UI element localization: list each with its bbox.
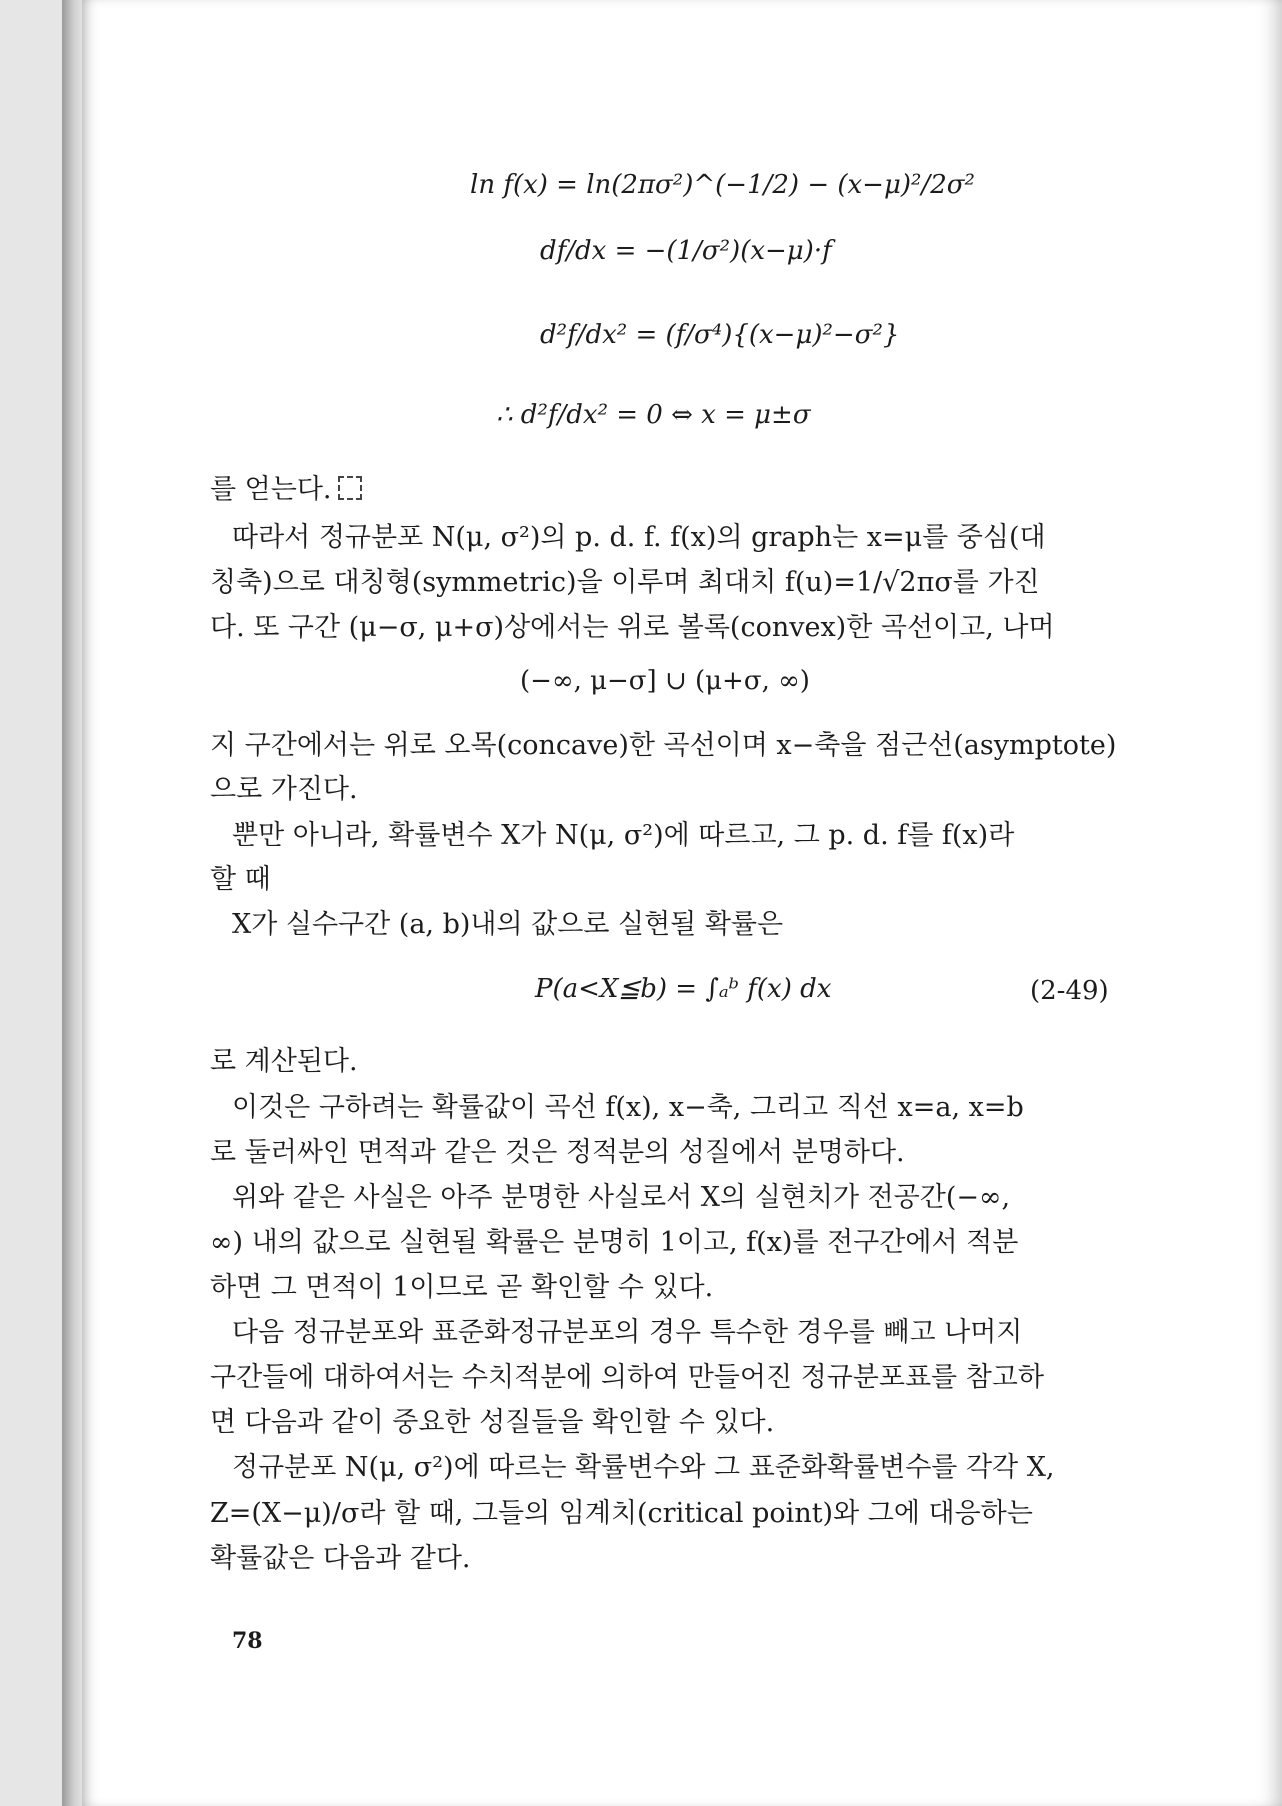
text-line: 할 때 <box>210 864 271 895</box>
text-line: 하면 그 면적이 1이므로 곧 확인할 수 있다. <box>210 1272 714 1303</box>
book-page <box>82 0 1282 1806</box>
text-line: 지 구간에서는 위로 오목(concave)한 곡선이며 x−축을 점근선(asymptote) <box>210 730 1117 761</box>
text-line: 칭축)으로 대칭형(symmetric)을 이루며 최대치 f(u)=1/√2πσ를 가진 <box>210 567 1040 598</box>
text-line: 따라서 정규분포 N(μ, σ²)의 p. d. f. f(x)의 graph는 x=μ를 중심(대 <box>232 522 1046 553</box>
equation-first-derivative: df/dx = −(1/σ²)(x−μ)·f <box>540 236 832 266</box>
equation-number: (2-49) <box>1030 976 1109 1006</box>
text-line: 정규분포 N(μ, σ²)에 따르는 확률변수와 그 표준화확률변수를 각각 X, <box>232 1452 1055 1483</box>
text-line: 위와 같은 사실은 아주 분명한 사실로서 X의 실현치가 전공간(−∞, <box>232 1182 1011 1213</box>
text-line: Z=(X−μ)/σ라 할 때, 그들의 임계치(critical point)와 그에 대응하는 <box>210 1498 1033 1529</box>
qed-box-icon <box>338 476 362 500</box>
text-line: X가 실수구간 (a, b)내의 값으로 실현될 확률은 <box>232 909 784 940</box>
text-line: 로 둘러싸인 면적과 같은 것은 정적분의 성질에서 분명하다. <box>210 1137 905 1168</box>
text-line: 를 얻는다. <box>210 470 362 510</box>
text-line: 이것은 구하려는 확률값이 곡선 f(x), x−축, 그리고 직선 x=a, x=b <box>232 1092 1024 1123</box>
text-line: 다. 또 구간 (μ−σ, μ+σ)상에서는 위로 볼록(convex)한 곡선이고, 나머 <box>210 612 1055 643</box>
page-number: 78 <box>232 1628 263 1654</box>
text-line: ∞) 내의 값으로 실현될 확률은 분명히 1이고, f(x)를 전구간에서 적분 <box>210 1227 1019 1258</box>
text-line: 로 계산된다. <box>210 1046 358 1077</box>
text-line: 다음 정규분포와 표준화정규분포의 경우 특수한 경우를 빼고 나머지 <box>232 1317 1023 1348</box>
text-line: 으로 가진다. <box>210 774 358 805</box>
equation-interval-union: (−∞, μ−σ] ∪ (μ+σ, ∞) <box>520 666 810 696</box>
equation-log-density: ln f(x) = ln(2πσ²)^(−1/2) − (x−μ)²/2σ² <box>470 170 975 200</box>
text-line: 면 다음과 같이 중요한 성질들을 확인할 수 있다. <box>210 1407 775 1438</box>
equation-inflection-points: ∴ d²f/dx² = 0 ⇔ x = μ±σ <box>496 400 811 430</box>
text-line: 구간들에 대하여서는 수치적분에 의하여 만들어진 정규분포표를 참고하 <box>210 1362 1044 1393</box>
equation-probability-integral: P(a<X≦b) = ∫ₐᵇ f(x) dx <box>535 974 832 1004</box>
text-line: 확률값은 다음과 같다. <box>210 1543 471 1574</box>
text-line: 뿐만 아니라, 확률변수 X가 N(μ, σ²)에 따르고, 그 p. d. f를 f(x)라 <box>232 820 1015 851</box>
equation-second-derivative: d²f/dx² = (f/σ⁴){(x−μ)²−σ²} <box>540 320 900 350</box>
